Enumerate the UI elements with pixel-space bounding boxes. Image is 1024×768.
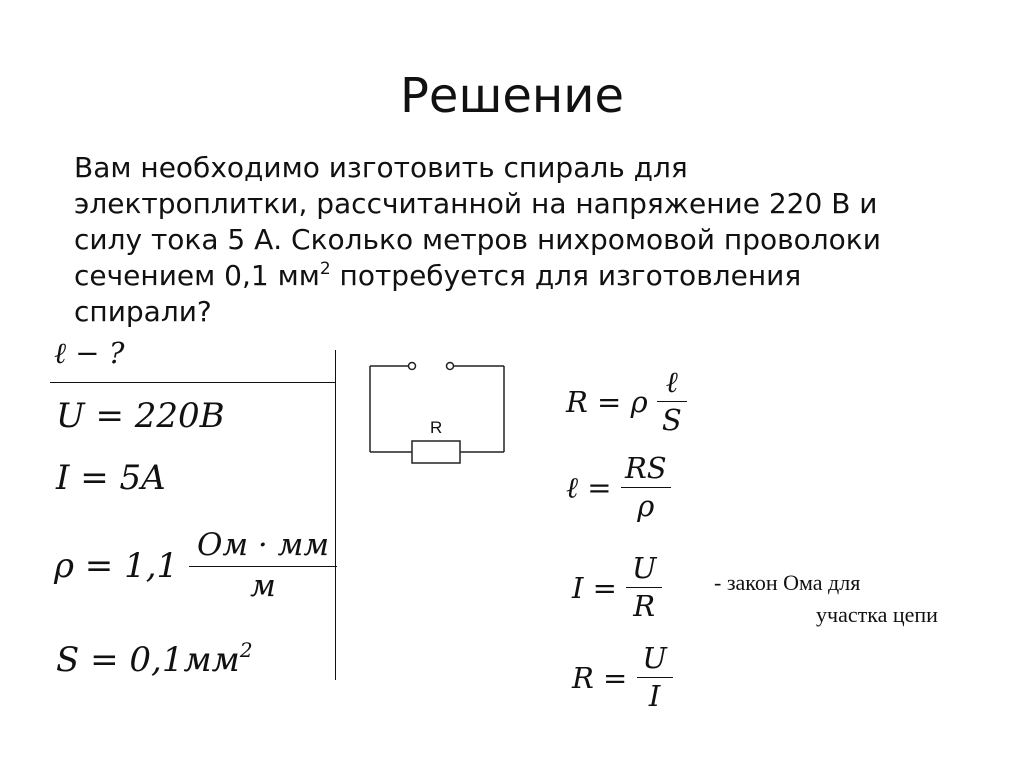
resistivity-denominator: м: [250, 567, 276, 604]
formula-3-fraction: [626, 552, 662, 624]
formula-4-denominator: I: [648, 679, 661, 714]
formula-2-fraction: [621, 452, 671, 524]
formula-2-numerator: RS: [624, 451, 667, 485]
problem-line-4-rest: потребуется для изготовления: [330, 259, 802, 292]
problem-statement: [74, 150, 994, 330]
problem-line-2: электроплитки, рассчитанной на напряжение 220 В и: [74, 187, 878, 220]
problem-line-5: спирали?: [74, 295, 212, 328]
problem-line-4-text: сечением 0,1 мм: [74, 259, 320, 292]
problem-line-4-superscript: 2: [319, 259, 331, 279]
given-current: I = 5A: [56, 458, 166, 498]
slide-title: Решение: [399, 68, 625, 124]
resistivity-left: ρ = 1,1: [54, 546, 179, 587]
area-value: S = 0,1мм: [56, 640, 240, 680]
formula-current: [572, 552, 662, 624]
formula-3-denominator: R: [633, 589, 656, 624]
formula-resistance-ohm: [572, 642, 673, 714]
problem-line-3: силу тока 5 А. Сколько метров нихромовой проволоки: [74, 223, 881, 256]
given-resistivity: [54, 528, 337, 604]
fraction-bar: [189, 566, 337, 567]
resistivity-numerator: Ом · мм: [196, 527, 330, 563]
formula-1-denominator: S: [661, 403, 682, 438]
formula-4-left: R =: [572, 660, 628, 695]
formula-4-fraction: [637, 642, 673, 714]
ohm-law-note-line-2: участка цепи: [816, 602, 938, 627]
terminal-left: [409, 363, 416, 370]
ohm-law-note-line-1: - закон Ома для: [714, 570, 861, 595]
resistor: [412, 441, 460, 463]
given-underline: [50, 382, 336, 383]
area-superscript: 2: [239, 638, 253, 662]
problem-line-4: [74, 258, 994, 294]
given-voltage: U = 220B: [56, 396, 225, 436]
given-area: [56, 640, 253, 680]
resistivity-fraction: [189, 528, 337, 604]
formula-resistance: [566, 366, 687, 438]
formula-3-numerator: U: [631, 551, 657, 585]
terminal-right: [447, 363, 454, 370]
fraction-bar: [637, 677, 673, 678]
given-find: ℓ − ?: [54, 336, 125, 370]
circuit-diagram: [360, 352, 520, 482]
formula-4-numerator: U: [642, 641, 667, 675]
given-divider: [335, 350, 336, 680]
problem-line-1: Вам необходимо изготовить спираль для: [74, 151, 688, 184]
fraction-bar: [626, 587, 662, 588]
fraction-bar: [657, 401, 687, 402]
formula-1-left: R = ρ: [566, 384, 648, 419]
formula-2-left: ℓ =: [566, 470, 612, 505]
resistor-label: R: [430, 418, 443, 437]
formula-1-fraction: [657, 366, 687, 438]
formula-2-denominator: ρ: [637, 489, 655, 524]
fraction-bar: [621, 487, 671, 488]
formula-1-numerator: ℓ: [665, 365, 678, 399]
formula-3-left: I =: [572, 570, 617, 605]
formula-length: [566, 452, 671, 524]
